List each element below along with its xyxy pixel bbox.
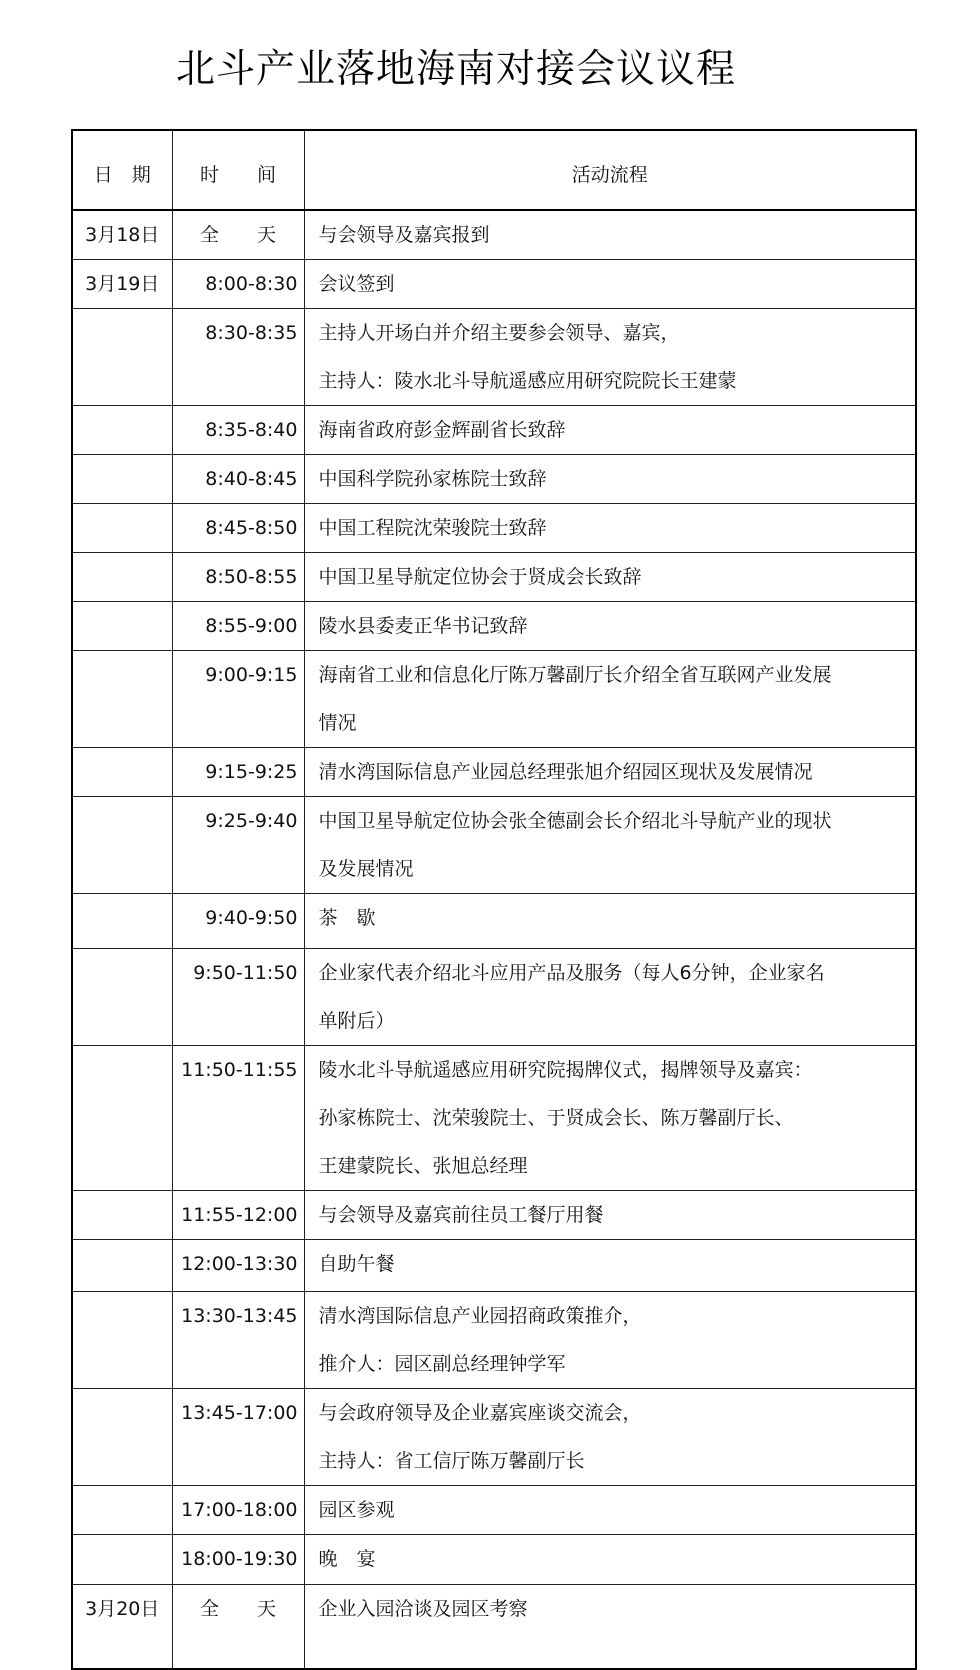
activity-line: 与会领导及嘉宾报到 [318, 224, 490, 246]
activity-line: 企业家代表介绍北斗应用产品及服务（每人6分钟，企业家名 [318, 962, 825, 984]
row-date [72, 1046, 172, 1191]
row-date [72, 1486, 172, 1535]
activity-line: 中国卫星导航定位协会于贤成会长致辞 [318, 566, 642, 588]
agenda-row [72, 1486, 916, 1535]
row-activity [304, 1585, 916, 1669]
row-activity [304, 309, 916, 406]
row-activity [304, 894, 916, 949]
row-activity [304, 406, 916, 455]
row-time: 18:00-19:30 [172, 1535, 304, 1585]
agenda-row [72, 309, 916, 406]
agenda-row [72, 1389, 916, 1486]
activity-line: 与会领导及嘉宾前往员工餐厅用餐 [318, 1204, 604, 1226]
agenda-row [72, 210, 916, 260]
agenda-row [72, 949, 916, 1046]
row-time: 17:00-18:00 [172, 1486, 304, 1535]
agenda-row [72, 748, 916, 797]
row-activity [304, 602, 916, 651]
row-date [72, 553, 172, 602]
activity-line: 茶 歇 [318, 907, 376, 929]
activity-line: 自助午餐 [318, 1253, 395, 1275]
row-time: 9:15-9:25 [172, 748, 304, 797]
agenda-row [72, 602, 916, 651]
activity-line: 陵水县委麦正华书记致辞 [318, 615, 528, 637]
row-date [72, 1240, 172, 1292]
row-time: 9:40-9:50 [172, 894, 304, 949]
row-date [72, 651, 172, 748]
agenda-row [72, 1292, 916, 1389]
agenda-row [72, 553, 916, 602]
row-activity [304, 504, 916, 553]
row-activity [304, 553, 916, 602]
row-activity [304, 210, 916, 260]
header-time: 时 间 [172, 130, 304, 210]
activity-line: 陵水北斗导航遥感应用研究院揭牌仪式，揭牌领导及嘉宾： [318, 1059, 813, 1081]
activity-line: 中国科学院孙家栋院士致辞 [318, 468, 547, 490]
activity-line: 清水湾国际信息产业园总经理张旭介绍园区现状及发展情况 [318, 761, 813, 783]
row-activity [304, 1389, 916, 1486]
activity-line: 与会政府领导及企业嘉宾座谈交流会， [318, 1402, 642, 1424]
header-activity: 活动流程 [304, 130, 916, 210]
activity-line: 及发展情况 [318, 858, 414, 880]
row-date [72, 748, 172, 797]
agenda-row [72, 651, 916, 748]
activity-line: 园区参观 [318, 1499, 395, 1521]
row-date [72, 602, 172, 651]
row-date: 3月18日 [72, 210, 172, 260]
activity-line: 企业入园洽谈及园区考察 [318, 1598, 528, 1620]
agenda-row [72, 797, 916, 894]
row-activity [304, 651, 916, 748]
activity-line: 中国工程院沈荣骏院士致辞 [318, 517, 547, 539]
row-date [72, 1389, 172, 1486]
agenda-row [72, 1046, 916, 1191]
row-time: 9:00-9:15 [172, 651, 304, 748]
row-activity [304, 1486, 916, 1535]
row-activity [304, 260, 916, 309]
row-activity [304, 949, 916, 1046]
row-time: 8:45-8:50 [172, 504, 304, 553]
row-time: 8:35-8:40 [172, 406, 304, 455]
activity-line: 主持人：陵水北斗导航遥感应用研究院院长王建蒙 [318, 370, 737, 392]
activity-line: 中国卫星导航定位协会张全德副会长介绍北斗导航产业的现状 [318, 810, 832, 832]
agenda-row [72, 1191, 916, 1240]
row-date [72, 455, 172, 504]
row-time: 8:30-8:35 [172, 309, 304, 406]
agenda-row [72, 504, 916, 553]
activity-line: 情况 [318, 712, 357, 734]
row-activity [304, 1191, 916, 1240]
activity-line: 推介人：园区副总经理钟学军 [318, 1353, 566, 1375]
page-title: 北斗产业落地海南对接会议议程 [176, 47, 737, 92]
row-time: 全 天 [172, 1585, 304, 1669]
agenda-row [72, 894, 916, 949]
row-time: 8:40-8:45 [172, 455, 304, 504]
row-date [72, 894, 172, 949]
row-time: 全 天 [172, 210, 304, 260]
activity-line: 单附后） [318, 1010, 395, 1032]
agenda-row [72, 406, 916, 455]
row-time: 8:50-8:55 [172, 553, 304, 602]
row-time: 9:50-11:50 [172, 949, 304, 1046]
row-time: 12:00-13:30 [172, 1240, 304, 1292]
agenda-row [72, 1240, 916, 1292]
activity-line: 海南省政府彭金辉副省长致辞 [318, 419, 566, 441]
agenda-row [72, 455, 916, 504]
row-time: 13:30-13:45 [172, 1292, 304, 1389]
row-time: 13:45-17:00 [172, 1389, 304, 1486]
row-date [72, 1191, 172, 1240]
row-time: 9:25-9:40 [172, 797, 304, 894]
activity-line: 海南省工业和信息化厅陈万馨副厅长介绍全省互联网产业发展 [318, 664, 832, 686]
table-header-row [72, 130, 916, 210]
agenda-table [71, 129, 917, 1670]
row-date [72, 1292, 172, 1389]
agenda-rows [72, 210, 916, 1669]
row-date: 3月20日 [72, 1585, 172, 1669]
row-date [72, 309, 172, 406]
row-date [72, 949, 172, 1046]
row-time: 8:00-8:30 [172, 260, 304, 309]
row-date [72, 406, 172, 455]
row-activity [304, 1535, 916, 1585]
row-activity [304, 1240, 916, 1292]
row-date: 3月19日 [72, 260, 172, 309]
activity-line: 会议签到 [318, 273, 395, 295]
row-time: 8:55-9:00 [172, 602, 304, 651]
activity-line: 清水湾国际信息产业园招商政策推介， [318, 1305, 642, 1327]
row-date [72, 504, 172, 553]
header-date: 日 期 [72, 130, 172, 210]
row-activity [304, 748, 916, 797]
agenda-row [72, 1585, 916, 1669]
row-date [72, 797, 172, 894]
row-activity [304, 797, 916, 894]
activity-line: 孙家栋院士、沈荣骏院士、于贤成会长、陈万馨副厅长、 [318, 1107, 794, 1129]
activity-line: 主持人：省工信厅陈万馨副厅长 [318, 1450, 585, 1472]
row-time: 11:50-11:55 [172, 1046, 304, 1191]
activity-line: 王建蒙院长、张旭总经理 [318, 1155, 528, 1177]
agenda-row [72, 1535, 916, 1585]
agenda-row [72, 260, 916, 309]
activity-line: 主持人开场白并介绍主要参会领导、嘉宾， [318, 322, 680, 344]
row-time: 11:55-12:00 [172, 1191, 304, 1240]
row-activity [304, 455, 916, 504]
row-activity [304, 1292, 916, 1389]
row-activity [304, 1046, 916, 1191]
row-date [72, 1535, 172, 1585]
activity-line: 晚 宴 [318, 1548, 376, 1570]
